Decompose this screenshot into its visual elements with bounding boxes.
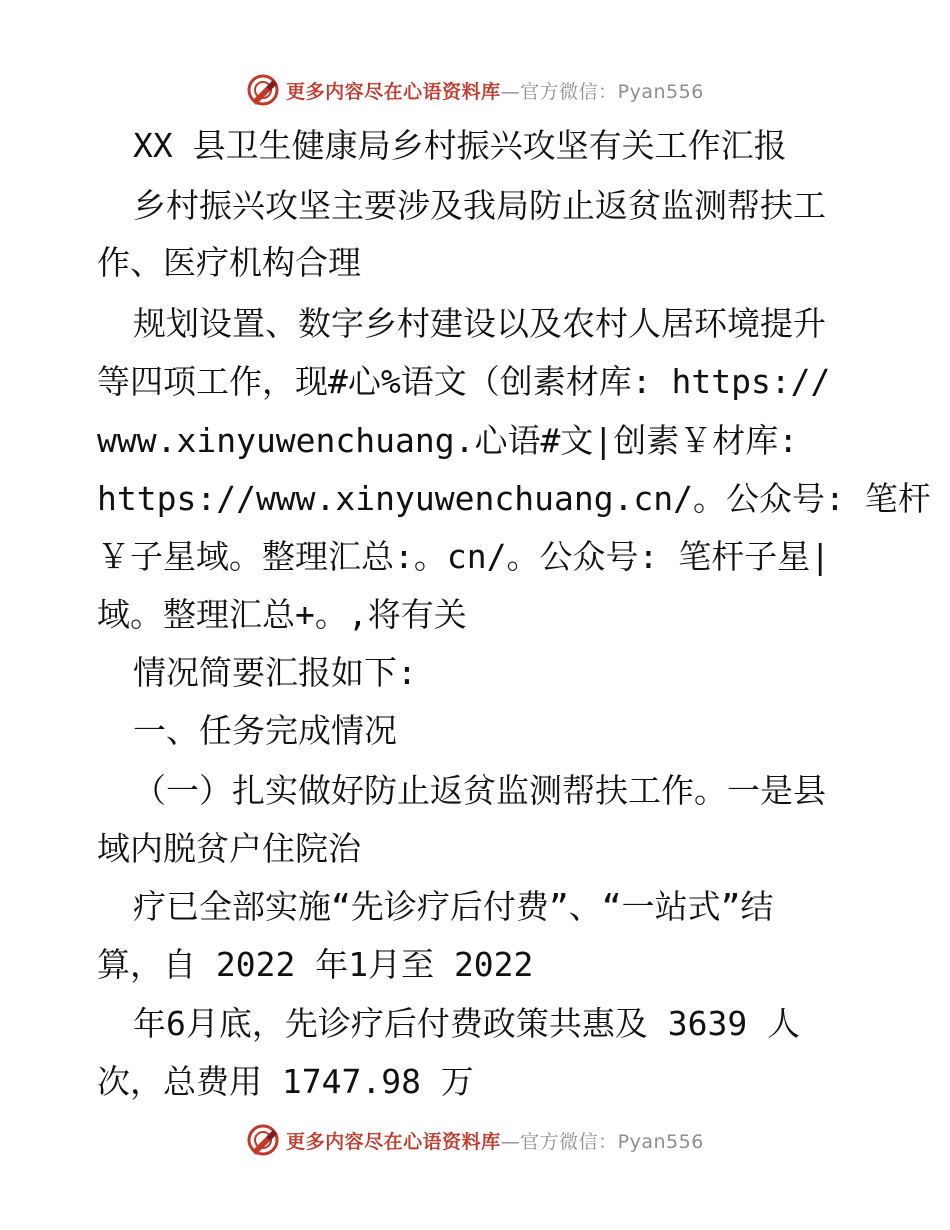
pen-logo-icon xyxy=(246,73,280,107)
footer-watermark-banner xyxy=(0,1120,950,1160)
watermark-text xyxy=(286,1127,704,1154)
paragraph-line: 疗已全部实施“先诊疗后付费”、“一站式”结 xyxy=(133,887,774,926)
paragraph-line: https://www.xinyuwenchuang.cn/。公众号: 笔杆 xyxy=(97,479,931,518)
paragraph-line: 作、医疗机构合理 xyxy=(97,243,361,282)
watermark-sub-text: 官方微信：Pyan556 xyxy=(520,1130,704,1153)
watermark-main-text: 更多内容尽在心语资料库 xyxy=(286,80,501,103)
paragraph-line: 年6月底，先诊疗后付费政策共惠及 3639 人 xyxy=(133,1004,801,1043)
watermark-main-text: 更多内容尽在心语资料库 xyxy=(286,1130,501,1153)
watermark-sub-text: 官方微信：Pyan556 xyxy=(520,80,704,103)
paragraph-line: 域。整理汇总+。,将有关 xyxy=(97,595,467,634)
paragraph-line: ￥子星域。整理汇总:。cn/。公众号: 笔杆子星| xyxy=(97,537,831,576)
paragraph-line: 次，总费用 1747.98 万 xyxy=(97,1062,474,1101)
watermark-separator: — xyxy=(500,80,521,103)
paragraph-line: 域内脱贫户住院治 xyxy=(97,829,361,868)
watermark-text xyxy=(286,77,704,104)
watermark-separator: — xyxy=(500,1130,521,1153)
paragraph-line: 乡村振兴攻坚主要涉及我局防止返贫监测帮扶工 xyxy=(133,186,826,225)
section-heading: 一、任务完成情况 xyxy=(133,711,397,750)
document-title: XX 县卫生健康局乡村振兴攻坚有关工作汇报 xyxy=(133,126,787,165)
header-watermark-banner xyxy=(0,70,950,110)
paragraph-line: 等四项工作，现#心%语文（创素材库: https:// xyxy=(97,362,831,401)
paragraph-line: 规划设置、数字乡村建设以及农村人居环境提升 xyxy=(133,304,826,343)
paragraph-line: 情况简要汇报如下: xyxy=(133,653,417,692)
subsection-heading: （一）扎实做好防止返贫监测帮扶工作。一是县 xyxy=(133,771,826,810)
paragraph-line: 算，自 2022 年1月至 2022 xyxy=(97,945,534,984)
paragraph-line: www.xinyuwenchuang.心语#文|创素￥材库: xyxy=(97,421,799,460)
pen-logo-icon xyxy=(246,1123,280,1157)
